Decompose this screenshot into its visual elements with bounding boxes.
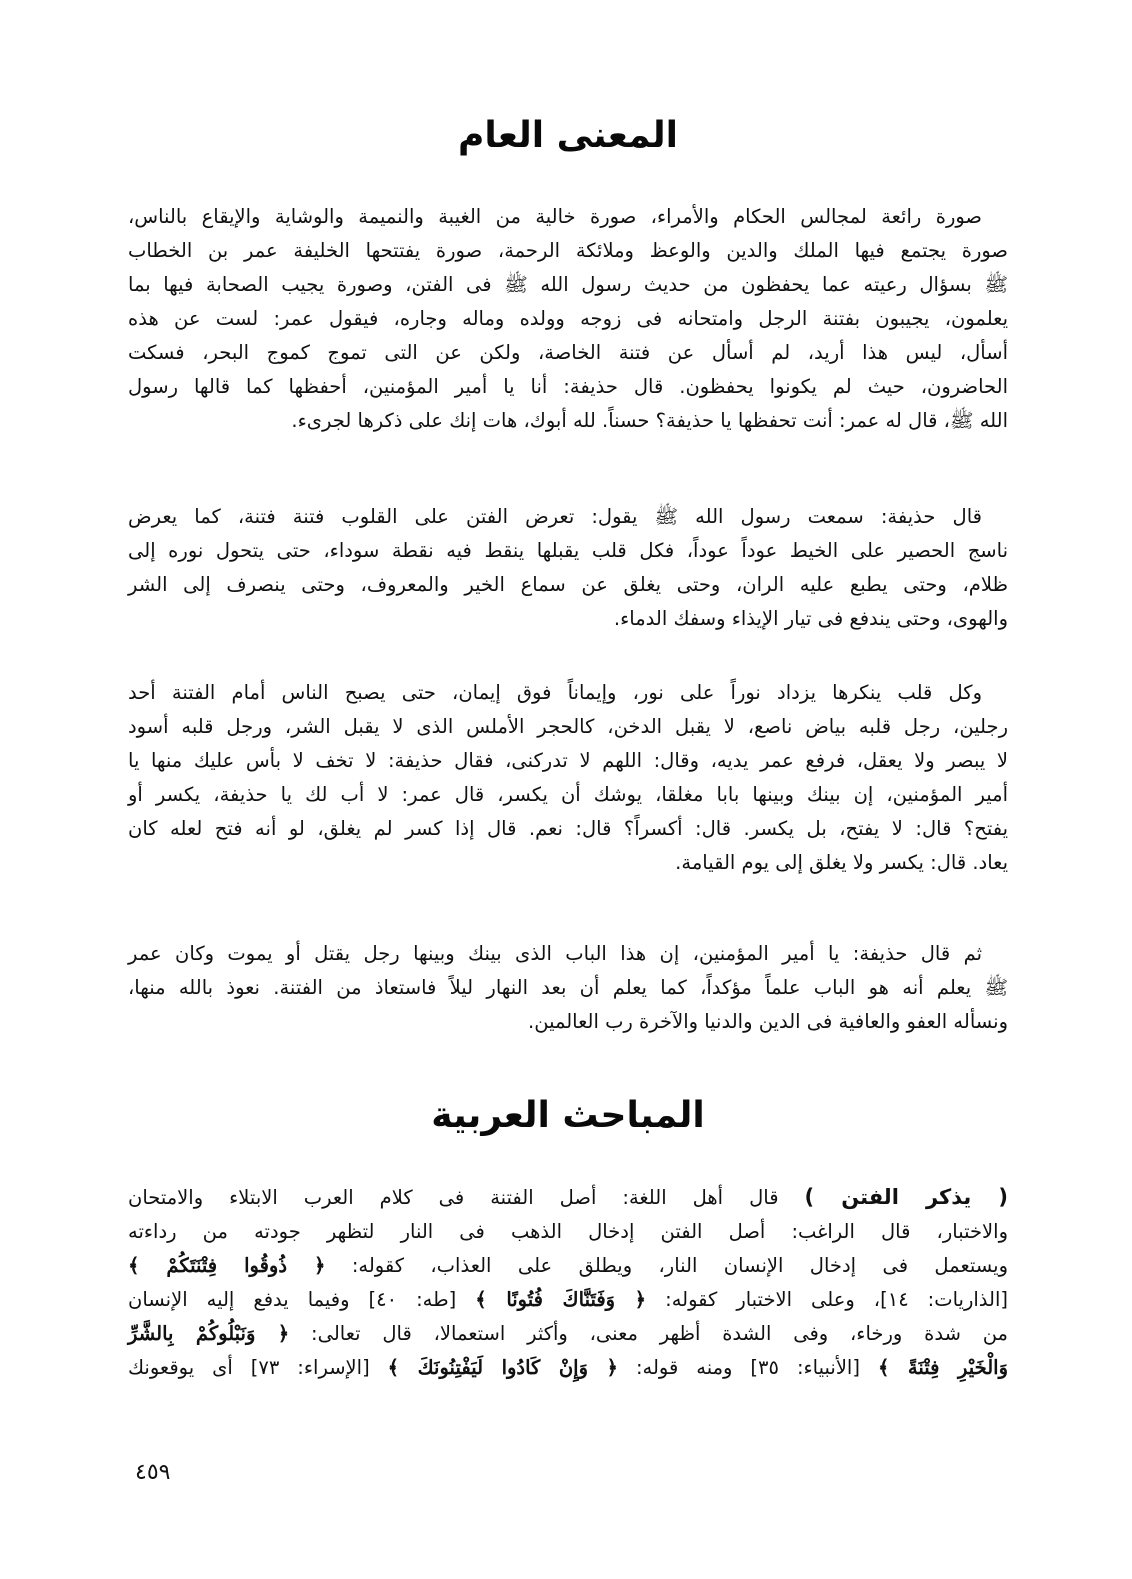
paragraph-4 [128, 937, 1008, 1039]
page-number: ٤٥٩ [135, 1460, 171, 1485]
text-line: قال حذيفة: سمعت رسول الله ﷺ يقول: تعرض الفتن على القلوب فتنة فتنة، كما يعرض [128, 505, 982, 528]
text-line: يعاد. قال: يكسر ولا يغلق إلى يوم القيامة. [675, 851, 1008, 874]
section-title-general-meaning: المعنى العام [457, 115, 679, 156]
quran-verse: ﴿ وَإِنْ كَادُوا لَيَفْتِنُونَكَ ﴾ [387, 1356, 618, 1379]
text-line: ظلام، وحتى يطبع عليه الران، وحتى يغلق عن سماع الخير والمعروف، وحتى ينصرف إلى الشر [128, 573, 1008, 596]
paragraph-1 [128, 200, 1008, 438]
text-line [128, 1249, 1008, 1283]
text-line: أمير المؤمنين، إن بينك وبينها بابا مغلقا، يوشك أن يكسر، قال عمر: لا أب لك يا حذيفة، يكسر أو [128, 783, 1008, 806]
text-line: والاختبار، قال الراغب: أصل الفتن إدخال الذهب فى النار لتظهر جودته من رداءته [128, 1220, 1008, 1243]
text-line [128, 1283, 1008, 1317]
verse-reference: [الذاريات: ١٤]، وعلى الاختبار كقوله: [665, 1288, 1009, 1311]
text-line: صورة يجتمع فيها الملك والدين والوعظ وملائكة الرحمة، صورة يفتتحها الخليفة عمر بن الخطاب [128, 239, 1008, 262]
text-line: أسأل، ليس هذا أريد، لم أسأل عن فتنة الخاصة، ولكن عن التى تموج كموج البحر، فسكت [128, 341, 1008, 364]
verse-reference: [الإسراء: ٧٣] أى يوقعونك [128, 1356, 370, 1379]
text-line: صورة رائعة لمجالس الحكام والأمراء، صورة خالية من الغيبة والنميمة والوشاية والإيقاع بالناس، [128, 205, 982, 228]
text-line: يفتح؟ قال: لا يفتح، بل يكسر. قال: أكسراً؟ قال: نعم. قال إذا كسر لم يغلق، لو أنه فتح لعله كان [128, 817, 1008, 840]
text-segment: من شدة ورخاء، وفى الشدة أظهر معنى، وأكثر استعمالا، قال تعالى: [311, 1322, 1008, 1345]
paragraph-3 [128, 676, 1008, 880]
paragraph-linguistic [128, 1180, 1008, 1385]
quran-verse: ﴿ وَفَتَنَّاكَ فُتُونًا ﴾ [475, 1288, 647, 1311]
text-segment: قال أهل اللغة: أصل الفتنة فى كلام العرب الابتلاء والامتحان [128, 1186, 779, 1209]
text-line: الله ﷺ، قال له عمر: أنت تحفظها يا حذيفة؟ حسناً. لله أبوك، هات إنك على ذكرها لجرىء. [291, 409, 1008, 432]
text-segment: [طه: ٤٠] وفيما يدفع إليه الإنسان [128, 1288, 457, 1311]
verse-reference: [الأنبياء: ٣٥] ومنه قوله: [635, 1356, 860, 1379]
text-line: الحاضرون، حيث لم يكونوا يحفظون. قال حذيفة: أنا يا أمير المؤمنين، أحفظها كما قالها رسول [128, 375, 1008, 398]
text-line: ﷺ بسؤال رعيته عما يحفظون من حديث رسول الله ﷺ فى الفتن، وصورة يجيب الصحابة فيها بما [128, 273, 1008, 296]
quran-verse: ﴿ ذُوقُوا فِتْنَتَكُمْ ﴾ [128, 1254, 326, 1277]
text-segment: ويستعمل فى إدخال الإنسان النار، ويطلق على العذاب، كقوله: [351, 1254, 1008, 1277]
keyword-heading: ( يذكر الفتن ) [804, 1185, 1008, 1209]
text-line: ثم قال حذيفة: يا أمير المؤمنين، إن هذا الباب الذى بينك وبينها رجل يقتل أو يموت وكان عمر [128, 942, 982, 965]
text-line [128, 1351, 1008, 1385]
quran-verse: ﴿ وَنَبْلُوكُمْ بِالشَّرِّ [128, 1322, 290, 1345]
quran-verse: وَالْخَيْرِ فِتْنَةً ﴾ [877, 1356, 1009, 1379]
paragraph-2 [128, 500, 1008, 636]
text-line [128, 1317, 1008, 1351]
text-line: رجلين، رجل قلبه بياض ناصع، لا يقبل الدخن، كالحجر الأملس الذى لا يقبل الشر، ورجل قلبه أسود [128, 715, 1008, 738]
text-line: يعلمون، يجيبون بفتنة الرجل وامتحانه فى زوجه وولده وماله وجاره، فيقول عمر: لست عن هذه [128, 307, 1008, 330]
text-line: ﷺ يعلم أنه هو الباب علماً مؤكداً، كما يعلم أن بعد النهار ليلاً فاستعاذ من الفتنة. نعوذ بالله منها، [128, 976, 1008, 999]
text-line: والهوى، وحتى يندفع فى تيار الإيذاء وسفك الدماء. [613, 607, 1008, 630]
text-line: لا يبصر ولا يعقل، فرفع عمر يديه، وقال: اللهم لا تدركنى، فقال حذيفة: لا تخف لا بأس عليك منها يا [128, 749, 1008, 772]
text-line: ونسأله العفو والعافية فى الدين والدنيا والآخرة رب العالمين. [528, 1010, 1008, 1033]
text-line: وكل قلب ينكرها يزداد نوراً على نور، وإيماناً فوق إيمان، حتى يصبح الناس أمام الفتنة أحد [128, 681, 982, 704]
text-line: ناسج الحصير على الخيط عوداً عوداً، فكل قلب يقبلها ينقط فيه نقطة سوداء، حتى يتحول نوره إلى [128, 539, 1008, 562]
text-line [128, 1180, 1008, 1215]
section-title-arabic-studies: المباحث العربية [431, 1095, 705, 1136]
